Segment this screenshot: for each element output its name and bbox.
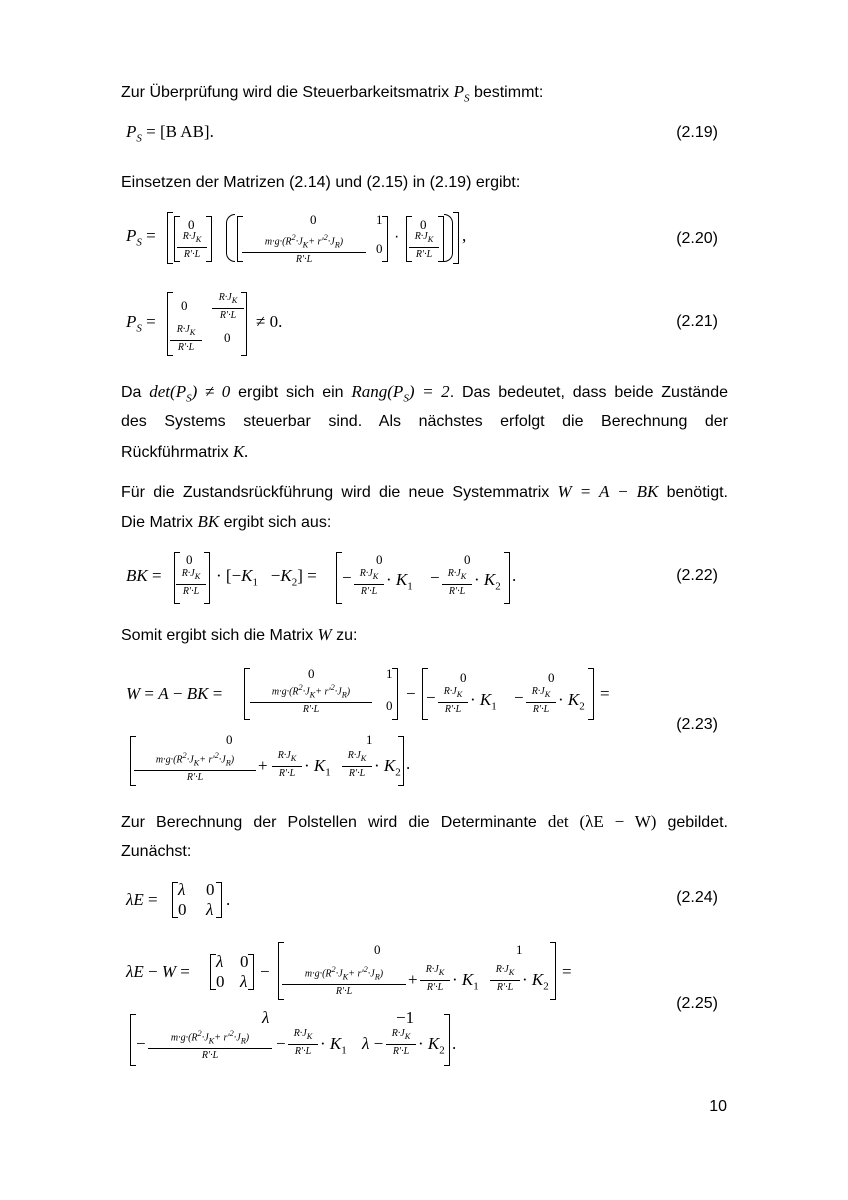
paragraph-rank: Da $\det(P_S) \ne 0$ ergibt sich ein $Rang(P_S) = 2$. Das bedeutet, dass beide Zustände <box>121 382 728 405</box>
equation-number: (2.21) <box>676 313 718 330</box>
equation-2-22: BK = 0 $\frac{R\cdot J_K}{R'\cdot L}$ · $[-K_1 -K_2]$ = 0 − $\frac{R\cdot J_K}{R'\cdot L}$ · $K_1$ 0 − $\frac{R\cdot J_K}{R'\cdot L}$ · $K_2$ . <box>126 548 546 606</box>
equation-number: (2.23) <box>676 716 718 733</box>
equation-2-23: W = A − BK = 0 1 $\frac{m\cdot g\cdot(R^2\cdot J_K+ r'^2\cdot J_R)}{R'\cdot L}$ 0 − 0 − $\frac{R\cdot J_K}{R'\cdot L}$ · $K_1$ 0 − $\frac{R\cdot J_K}{R'\cdot L}$ · $K_2$ = 0 $\frac{m\cdot g\cdot(R^2\cdot J_K+ r'^2\cdot J_R)}{R'\cdot L}$ + $\frac{R\cdot J_K}{R'\cdot L}$ · $K_1$ 1 $\frac{R\cdot J_K}{R'\cdot L}$ · $K_2$ . <box>126 662 626 786</box>
equation-2-20: $P_S$ = 0 $\frac{R\cdot J_K}{R'\cdot L}$ 0 1 $\frac{m\cdot g\cdot(R^2\cdot J_K+ r'^2\cdot J_R)}{R'\cdot L}$ 0 · 0 $\frac{R\cdot J_K}{R'\cdot L}$ , <box>126 212 467 266</box>
paragraph-poles-line2: Zunächst: <box>121 843 192 860</box>
text: bestimmt: <box>473 84 544 101</box>
paragraph-insert-matrices: Einsetzen der Matrizen (2.14) und (2.15) in (2.19) ergibt: <box>121 174 521 191</box>
equation-number: (2.20) <box>676 230 718 247</box>
paragraph-feedback-line2: Die Matrix BK ergibt sich aus: <box>121 512 332 531</box>
paragraph-controllability-intro <box>121 77 728 113</box>
paragraph-poles: Zur Berechnung der Polstellen wird die Determinante det (λE − W) gebildet. <box>121 812 728 831</box>
paragraph-rank-line2: des Systems steuerbar sind. Als nächstes erfolgt die Berechnung der <box>121 413 728 430</box>
equation-number: (2.25) <box>676 995 718 1012</box>
equation-number: (2.24) <box>676 889 718 906</box>
paragraph-matrix-w: Somit ergibt sich die Matrix W zu: <box>121 625 358 644</box>
equation-number: (2.19) <box>676 124 718 141</box>
text: Zur Überprüfung wird die Steuerbarkeitsmatrix <box>121 84 450 101</box>
paragraph-feedback: Für die Zustandsrückführung wird die neue Systemmatrix W = A − BK benötigt. <box>121 482 728 501</box>
equation-2-24: λE = λ 0 0 λ . <box>126 880 231 919</box>
equation-2-19: $P_S = [B$ AB]. <box>126 122 214 145</box>
equation-2-25: λE − W = λ 0 0 λ − 0 $\frac{m\cdot g\cdot(R^2\cdot J_K+ r'^2\cdot J_R)}{R'\cdot L}$ + $\frac{R\cdot J_K}{R'\cdot L}$ · $K_1$ 1 $\frac{R\cdot J_K}{R'\cdot L}$ · $K_2$ = λ −1 − $\frac{m\cdot g\cdot(R^2\cdot J_K+ r'^2\cdot J_R)}{R'\cdot L}$ − $\frac{R\cdot J_K}{R'\cdot L}$ · $K_1$ λ − $\frac{R\cdot J_K}{R'\cdot L}$ · $K_2$ . <box>126 940 606 1074</box>
equation-number: (2.22) <box>676 567 718 584</box>
equation-2-21: $P_S$ = 0 $\frac{R\cdot J_K}{R'\cdot L}$ $\frac{R\cdot J_K}{R'\cdot L}$ 0 ≠ 0. <box>126 290 426 356</box>
paragraph-rank-line3: Rückführmatrix K. <box>121 442 249 461</box>
math-ps: $P_S$ <box>453 82 470 105</box>
page-number: 10 <box>709 1098 727 1115</box>
